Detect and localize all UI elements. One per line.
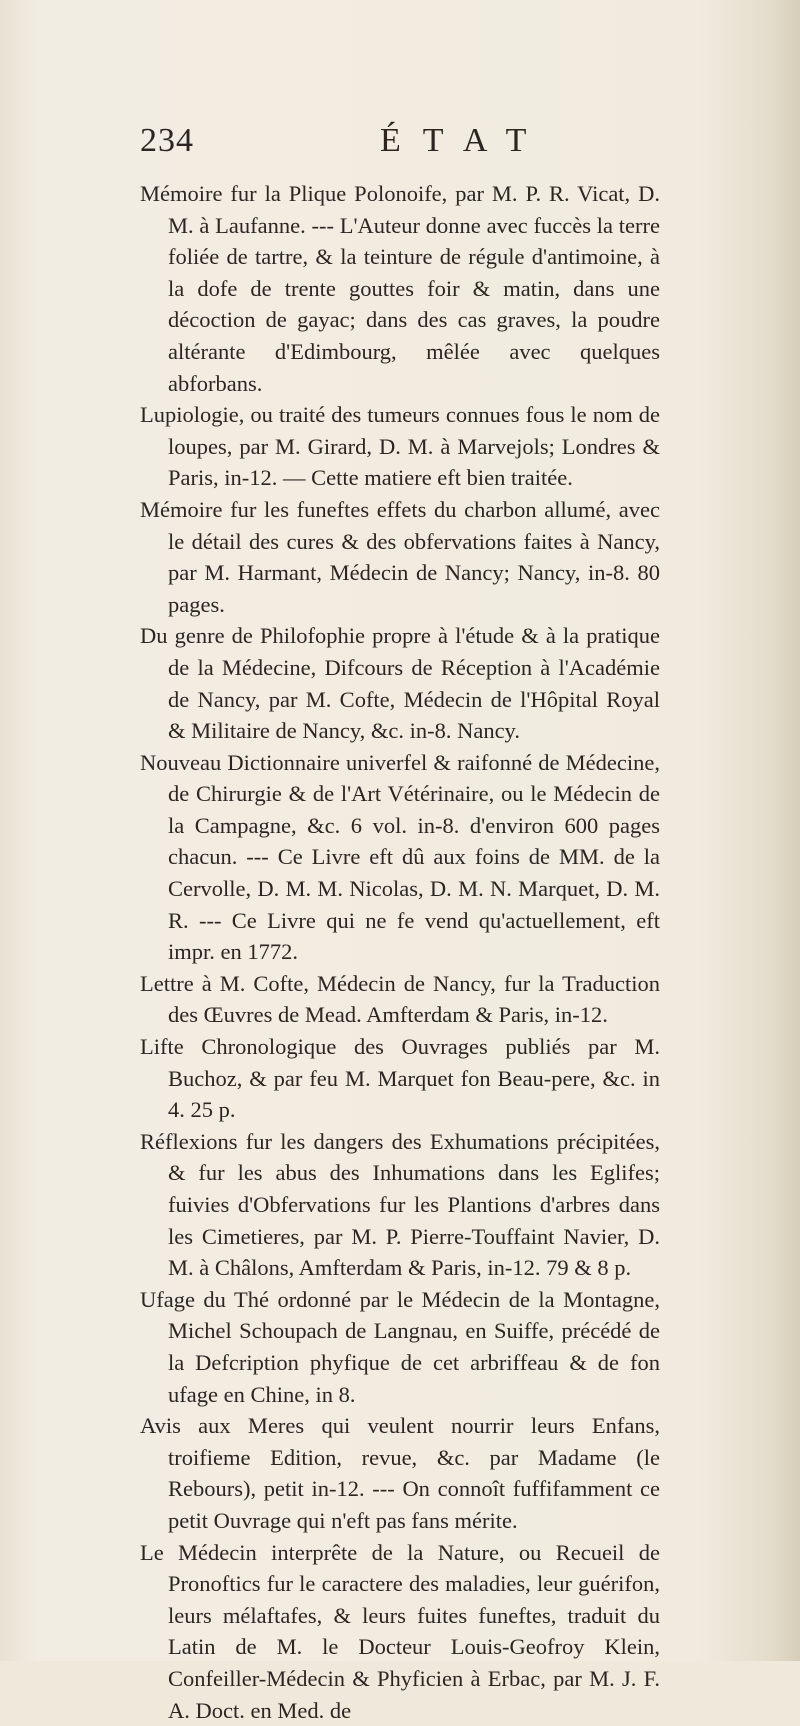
- page-number: 234: [140, 122, 194, 159]
- bibliography-entry: Du genre de Philofophie propre à l'étude & à la pratique de la Médecine, Difcours de Réception à l'Académie de Nancy, par M. Cofte, Médecin de l'Hôpital Royal & Militaire de Nancy, &c. in-8. Nancy.: [140, 623, 660, 744]
- bibliography-entry: Mémoire fur les funeftes effets du charbon allumé, avec le détail des cures & des obfervations faites à Nancy, par M. Harmant, Médecin de Nancy; Nancy, in-8. 80 pages.: [140, 496, 660, 617]
- bibliography-entry: Le Médecin interprête de la Nature, ou Recueil de Pronoftics fur le caractere des maladies, leur guérifon, leurs mélaftafes, & leurs fuites funeftes, traduit du Latin de M. le Docteur Louis-Geofroy Klein, Confeiller-Médecin & Phyficien à Erbac, par M. J. F. A. Doct. en Med. de: [140, 1539, 660, 1723]
- bibliography-entry: Mémoire fur la Plique Polonoife, par M. P. R. Vicat, D. M. à Laufanne. --- L'Auteur donne avec fuccès la terre foliée de tartre, & la teinture de régule d'antimoine, à la dofe de trente gouttes foir & matin, dans une décoction de gayac; dans des cas graves, la poudre altérante d'Edimbourg, mêlée avec quelques abforbans.: [140, 181, 660, 396]
- bibliography-entry: Réflexions fur les dangers des Exhumations précipitées, & fur les abus des Inhumations dans les Eglifes; fuivies d'Obfervations fur les Plantions d'arbres dans les Cimetieres, par M. P. Pierre-Touffaint Navier, D. M. à Châlons, Amfterdam & Paris, in-12. 79 & 8 p.: [140, 1128, 660, 1281]
- bibliography-entry: Nouveau Dictionnaire univerfel & raifonné de Médecine, de Chirurgie & de l'Art Vétérinaire, ou le Médecin de la Campagne, &c. 6 vol. in-8. d'environ 600 pages chacun. --- Ce Livre eft dû aux foins de MM. de la Cervolle, D. M. M. Nicolas, D. M. N. Marquet, D. M. R. --- Ce Livre qui ne fe vend qu'actuellement, eft impr. en 1772.: [140, 749, 660, 965]
- running-title: ÉTAT: [380, 122, 549, 159]
- bibliography-entry: Lifte Chronologique des Ouvrages publiés par M. Buchoz, & par feu M. Marquet fon Beau-pere, &c. in 4. 25 p.: [140, 1034, 660, 1123]
- bibliography-entry: Avis aux Meres qui veulent nourrir leurs Enfans, troifieme Edition, revue, &c. par Madame (le Rebours), petit in-12. --- On connoît fuffifamment ce petit Ouvrage qui n'eft pas fans mérite.: [140, 1413, 660, 1533]
- bibliography-entry: Lupiologie, ou traité des tumeurs connues fous le nom de loupes, par M. Girard, D. M. à Marvejols; Londres & Paris, in-12. — Cette matiere eft bien traitée.: [140, 402, 660, 491]
- bibliography-entry: Ufage du Thé ordonné par le Médecin de la Montagne, Michel Schoupach de Langnau, en Suiffe, précédé de la Defcription phyfique de cet arbriffeau & de fon ufage en Chine, in 8.: [140, 1286, 660, 1407]
- bibliography-list: [140, 178, 660, 1726]
- page-header: [140, 122, 660, 172]
- bibliography-entry: Lettre à M. Cofte, Médecin de Nancy, fur la Traduction des Œuvres de Mead. Amfterdam & Paris, in-12.: [140, 970, 660, 1028]
